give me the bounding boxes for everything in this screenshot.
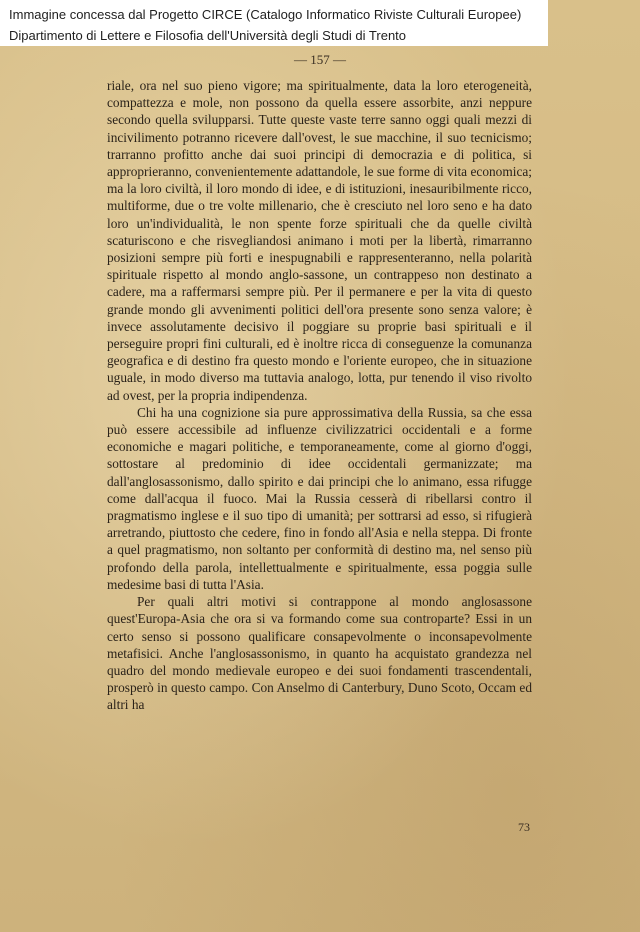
paragraph: Chi ha una cognizione sia pure approssimativa della Russia, sa che essa può essere accessibile ad influenze civilizzatrici occidentali e a forme economiche e magari politiche, e temporaneamente, come al giorno d'oggi, sottostare al predominio di idee occidentali germanizzate; ma dall'anglosassonismo, dallo spirito e dai principi che lo animano, essa rifugge come dall'acqua il fuoco. Mai la Russia cesserà di ribellarsi contro il pragmatismo inglese e il suo tipo di umanità; per sottrarsi ad esso, si rifugierà arretrando, piuttosto che cedere, fino in fondo all'Asia e nella steppa. Di fronte a quel pragmatismo, non soltanto per conformità di destino ma, nel senso più profondo della parola, intellettualmente e spiritualmente, essa poggia sulle medesime basi di tutta l'Asia. — [107, 404, 532, 592]
banner-line-2: Dipartimento di Lettere e Filosofia dell'Università degli Studi di Trento — [9, 28, 407, 43]
source-banner — [0, 0, 548, 46]
page-number-header: — 157 — — [294, 52, 346, 67]
body-text — [107, 77, 532, 714]
paragraph: Per quali altri motivi si contrappone al mondo anglosassone quest'Europa-Asia che ora si va formando come sua controparte? Essi in un certo senso si possono qualificare consapevolmente o inconsapevolmente metafisici. Anche l'anglosassonismo, in quanto ha acquistato grandezza nel quadro del mondo medievale europeo e dei suoi fondamenti trascendentali, prosperò in questo campo. Con Anselmo di Canterbury, Duno Scoto, Occam ed altri ha — [107, 594, 532, 713]
paragraph: riale, ora nel suo pieno vigore; ma spiritualmente, data la loro eterogeneità, compattezza e mole, non possono da quella essere assorbite, anzi neppure secondo quella svilupparsi. Tutte queste vaste terre sanno oggi quali mezzi di incivilimento potranno ricevere dall'ovest, le sue macchine, il suo tecnicismo; trarranno profitto anche dai suoi principi di democrazia e di politica, si approprieranno, convenientemente adattandole, le sue forme di vita economica; ma la loro civiltà, il loro mondo di idee, e di istituzioni, inesauribilmente ricco, multiforme, due o tre volte millenario, che è cresciuto nel loro seno e ha dato loro un'individualità, le non spente forze spirituali che da quelle civiltà scaturiscono e che risvegliandosi animano i moti per la libertà, rimarranno posizioni sempre più forti e inespugnabili e rappresenteranno, nella polarità spirituale rispetto al mondo anglo-sassone, un contrappeso non destinato a cadere, ma a raffermarsi sempre più. Per il permanere e per la vita di questo grande mondo gli avvenimenti politici dell'ora presente sono senza valore; è invece assolutamente decisivo il poggiare su proprie basi spirituali e il perseguire propri fini culturali, ed è inoltre ricca di conseguenze la comunanza geografica e di destino fra questo mondo e l'oriente europeo, che in situazione uguale, in modo diverso ma tuttavia analogo, lotta, pur tenendo il viso rivolto ad ovest, per la propria indipendenza. — [107, 78, 532, 403]
folio-number: 73 — [518, 820, 530, 834]
banner-line-1: Immagine concessa dal Progetto CIRCE (Catalogo Informatico Riviste Culturali Europee) — [9, 7, 522, 22]
